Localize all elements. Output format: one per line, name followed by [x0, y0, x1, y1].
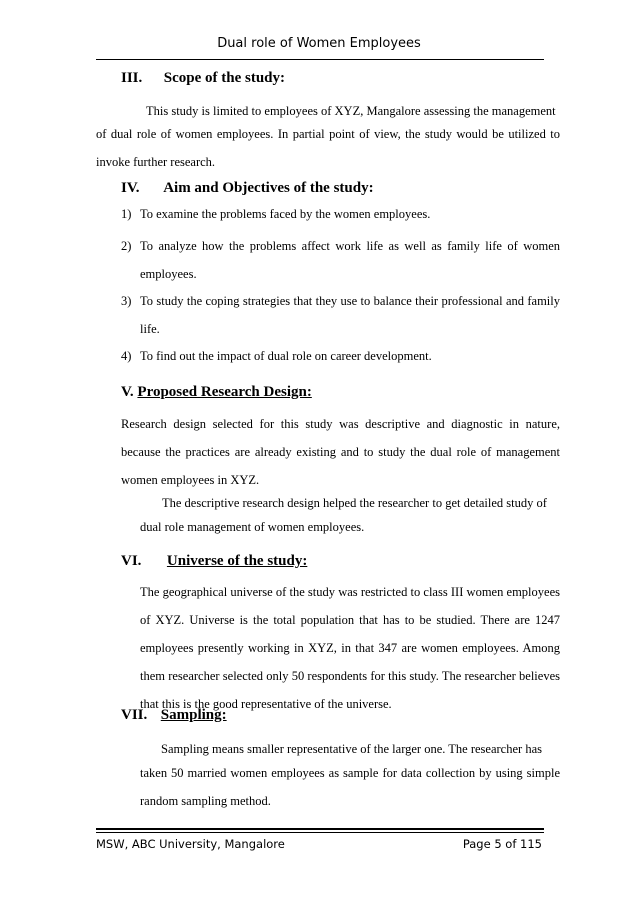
- section-3-heading: [121, 70, 285, 87]
- section-5-heading: [121, 384, 312, 401]
- scope-paragraph-continued: of dual role of women employees. In partial point of view, the study would be utilized to invoke further research.: [96, 127, 560, 169]
- footer-rule-thick: [96, 828, 544, 830]
- objective-3-text: To study the coping strategies that they use to balance their professional and family life.: [140, 294, 560, 336]
- footer-page-number: Page 5 of 115: [462, 837, 542, 851]
- section-7-number: VII.: [121, 707, 148, 723]
- objective-4-text: To find out the impact of dual role on career development.: [140, 349, 432, 363]
- section-4-number: IV.: [121, 180, 140, 196]
- objective-1-number: 1): [121, 207, 132, 221]
- design-paragraph-1: Research design selected for this study was descriptive and diagnostic in nature, because the practices are already existing and to study the dual role of management women employees in XYZ.: [121, 417, 560, 487]
- section-5-title: Proposed Research Design:: [137, 384, 312, 400]
- section-3-title: Scope of the study:: [163, 70, 286, 86]
- objective-4-number: 4): [121, 349, 132, 363]
- objective-3-number: 3): [121, 294, 132, 308]
- section-3-number: III.: [121, 70, 143, 86]
- header-rule: [96, 59, 544, 60]
- section-6-number: VI.: [121, 553, 142, 569]
- section-7-title: Sampling:: [160, 707, 227, 723]
- objective-2-text: To analyze how the problems affect work life as well as family life of women employees.: [140, 239, 560, 281]
- section-5-number: V.: [121, 384, 134, 400]
- universe-paragraph: The geographical universe of the study was restricted to class III women employees of XYZ. Universe is the total population that has to be studied. There are 1247 employees presently working in XYZ, in that 347 are women employees. Among them researcher selected only 50 respondents for this study. The researcher believes that this is the good representative of the universe.: [140, 585, 560, 711]
- running-header: Dual role of Women Employees: [217, 36, 421, 51]
- sampling-paragraph-continued: taken 50 married women employees as sample for data collection by using simple random sampling method.: [140, 766, 560, 808]
- section-6-title: Universe of the study:: [166, 553, 308, 569]
- design-paragraph-2-line1: The descriptive research design helped the researcher to get detailed study of: [162, 496, 547, 510]
- scope-paragraph-line1: This study is limited to employees of XYZ, Mangalore assessing the management: [146, 104, 556, 118]
- objective-2-number: 2): [121, 239, 132, 253]
- footer-institution: MSW, ABC University, Mangalore: [96, 837, 285, 851]
- section-7-heading: [121, 707, 227, 724]
- footer-rule-thin: [96, 832, 544, 833]
- section-4-heading: [121, 180, 374, 197]
- sampling-paragraph-line1: Sampling means smaller representative of the larger one. The researcher has: [161, 742, 542, 756]
- section-6-heading: [121, 553, 307, 570]
- section-4-title: Aim and Objectives of the study:: [163, 180, 374, 196]
- design-paragraph-2-continued: dual role management of women employees.: [140, 520, 365, 534]
- objective-1-text: To examine the problems faced by the women employees.: [140, 207, 431, 221]
